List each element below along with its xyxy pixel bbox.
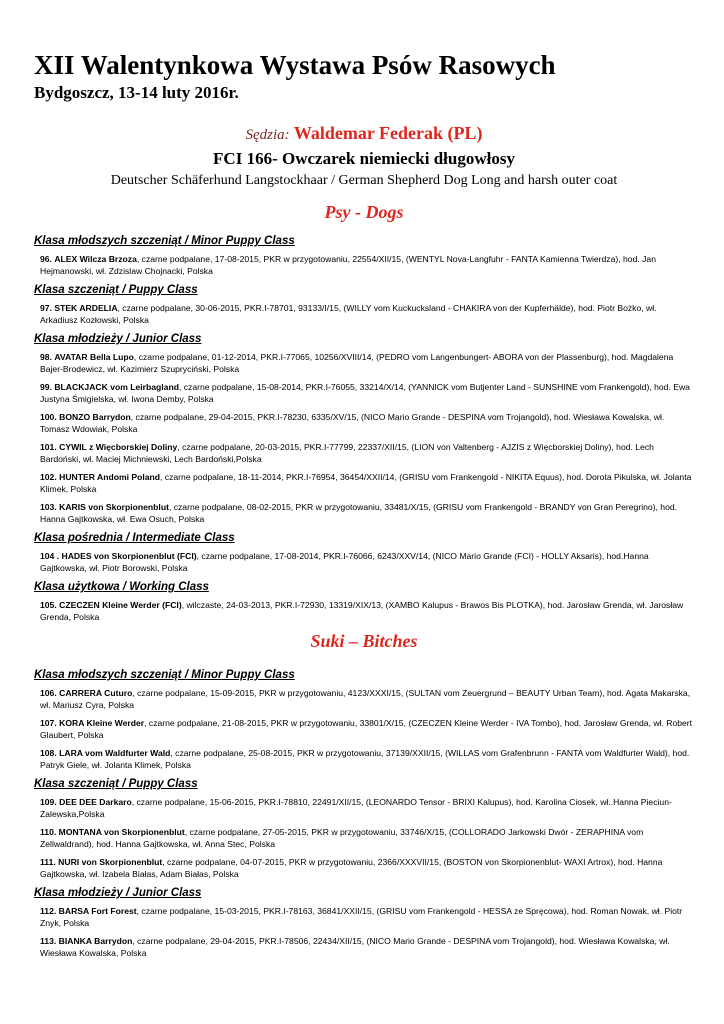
class-heading: Klasa szczeniąt / Puppy Class bbox=[34, 284, 198, 296]
entry-number: 111. bbox=[40, 857, 56, 867]
event-date-location: Bydgoszcz, 13-14 luty 2016r. bbox=[34, 83, 239, 102]
entry-details: , czarne podpalane, 25-08-2015, PKR w przygotowaniu, 37139/XXII/15, (WILLAS vom Grafenbrunn - FANTA vom Waldfurter Wald), hod. Patryk Giele, wł. Jolanta Klimek, Polska bbox=[40, 748, 690, 770]
catalog-entry bbox=[40, 905, 694, 929]
entry-details: , czarne podpalane, 17-08-2014, PKR.I-76066, 6243/XXV/14, (NICO Mario Grande (FCI) - HOLLY Aksaris), hod.Hanna Gajtkowska, wł. Piotr Borowski, Polska bbox=[40, 551, 649, 573]
dog-name: BARSA Fort Forest bbox=[58, 906, 137, 916]
dog-name: BONZO Barrydon bbox=[59, 412, 131, 422]
entry-details: , czarne podpalane, 18-11-2014, PKR.I-76954, 36454/XXII/14, (GRISU vom Frankengold - NIKITA Equus), hod. Dorota Pikulska, wł. Jolanta Klimek, Polska bbox=[40, 472, 692, 494]
dog-name: KORA Kleine Werder bbox=[59, 718, 145, 728]
entry-details: , czarne podpalane, 15-06-2015, PKR.I-78810, 22491/XII/15, (LEONARDO Tensor - BRIXI Kalupus), hod. Karolina Ciosek, wł..Hanna Pieciun-Zalewska,Polska bbox=[40, 797, 672, 819]
entry-number: 109. bbox=[40, 797, 57, 807]
entry-number: 112. bbox=[40, 906, 57, 916]
entry-details: , czarne podpalane, 15-03-2015, PKR.I-78163, 36841/XXII/15, (GRISU vom Frankengold - HESSA ze Spręcowa), hod. Roman Nowak, wł. Piotr Znyk, Polska bbox=[40, 906, 683, 928]
class-heading: Klasa młodszych szczeniąt / Minor Puppy Class bbox=[34, 669, 295, 681]
catalog-entry bbox=[40, 935, 694, 959]
dog-name: HUNTER Andomi Poland bbox=[59, 472, 161, 482]
entry-details: , czarne podpalane, 27-05-2015, PKR w przygotowaniu, 33746/X/15, (COLLORADO Jarkowski Dwór - ZERAPHINA vom Zellwaldrand), hod. Hanna Gajtkowska, wł. Anna Stec, Polska bbox=[40, 827, 644, 849]
catalog-entry bbox=[40, 501, 694, 525]
entry-number: 104 bbox=[40, 551, 55, 561]
dog-name: CARRERA Cuturo bbox=[59, 688, 133, 698]
entry-number: 105. bbox=[40, 600, 57, 610]
entry-number: 110. bbox=[40, 827, 57, 837]
entry-details: , czarne podpalane, 01-12-2014, PKR.I-77065, 10256/XVIII/14, (PEDRO vom Langenbungert- ABORA von der Plassenburg), hod. Magdalena Bajer-Brodewicz, wł. Kazimierz Szupryciński, Polska bbox=[40, 352, 674, 374]
entry-details: , czarne podpalane, 08-02-2015, PKR w przygotowaniu, 33481/X/15, (GRISU vom Frankengold - BRANDY von Gran Peregrino), hod. Hanna Gajtkowska, wł. Ewa Osuch, Polska bbox=[40, 502, 678, 524]
dog-name: ALEX Wilcza Brzoza bbox=[54, 254, 137, 264]
entry-details: , czarne podpalane, 29-04-2015, PKR.I-78506, 22434/XII/15, (NICO Mario Grande - DESPINA vom Trojangold), hod. Wiesława Kowalska, wł. Wiesława Kowalska, Polska bbox=[40, 936, 670, 958]
catalog-page bbox=[34, 48, 694, 965]
bitches-section bbox=[34, 668, 694, 959]
dog-name: NURI von Skorpionenblut bbox=[58, 857, 163, 867]
entry-details: , czarne podpalane, 04-07-2015, PKR w przygotowaniu, 2366/XXXVII/15, (BOSTON von Skorpionenblut- WAXI Artrox), hod. Hanna Gajtkowska, wł. Izabela Białas, Adam Białas, Polska bbox=[40, 857, 663, 879]
entry-details: , czarne podpalane, 17-08-2015, PKR w przygotowaniu, 22554/XII/15, (WENTYL Nova-Langfuhr - FANTA Kamienna Twierdza), hod. Jan Hejmanowski, wł. Zdzislaw Chojnacki, Polska bbox=[40, 254, 656, 276]
class-heading: Klasa użytkowa / Working Class bbox=[34, 581, 209, 593]
catalog-entry bbox=[40, 550, 694, 574]
entry-number: 108. bbox=[40, 748, 57, 758]
breed-name-english: Deutscher Schäferhund Langstockhaar / German Shepherd Dog Long and harsh outer coat bbox=[110, 173, 618, 188]
entry-number: 100. bbox=[40, 412, 57, 422]
catalog-entry bbox=[40, 599, 694, 623]
page-title: XII Walentynkowa Wystawa Psów Rasowych bbox=[34, 50, 556, 80]
dog-name: BIANKA Barrydon bbox=[58, 936, 133, 946]
catalog-entry bbox=[40, 687, 694, 711]
entry-details: , czarne podpalane, 15-08-2014, PKR.I-76055, 33214/X/14, (YANNICK vom Butjenter Land - SUNSHINE vom Frankengold), hod. Ewa Justyna Śmigielska, wł. Iwona Demby, Polska bbox=[40, 382, 690, 404]
entry-number: 113. bbox=[40, 936, 57, 946]
dog-name: AVATAR Bella Lupo bbox=[54, 352, 134, 362]
entry-details: , czarne podpalane, 20-03-2015, PKR.I-77799, 22337/XII/15, (LION von Valtenberg - AJZIS z Więcborskiej Doliny), hod. Lech Bardoński, wł. Maciej Michniewski, Lech Bardoński,Polska bbox=[40, 442, 654, 464]
dogs-section bbox=[34, 234, 694, 623]
entry-number: 97. bbox=[40, 303, 52, 313]
entry-number: 96. bbox=[40, 254, 52, 264]
entry-details: , czarne podpalane, 15-09-2015, PKR w przygotowaniu, 4123/XXXI/15, (SULTAN vom Zeuergrund – BEAUTY Urban Team), hod. Agata Makarska, wł. Mariusz Cyra, Polska bbox=[40, 688, 691, 710]
catalog-entry bbox=[40, 253, 694, 277]
catalog-entry bbox=[40, 717, 694, 741]
entry-number: 103. bbox=[40, 502, 57, 512]
catalog-entry bbox=[40, 796, 694, 820]
dog-name: CZECZEN Kleine Werder (FCI) bbox=[59, 600, 182, 610]
dog-name: CYWIL z Więcborskiej Doliny bbox=[59, 442, 178, 452]
breed-name: FCI 166- Owczarek niemiecki długowłosy bbox=[213, 149, 515, 168]
catalog-entry bbox=[40, 441, 694, 465]
judge-name: Waldemar Federak (PL) bbox=[293, 123, 483, 143]
judge-line bbox=[34, 121, 694, 147]
class-heading: Klasa pośrednia / Intermediate Class bbox=[34, 532, 235, 544]
dog-name: STEK ARDELIA bbox=[54, 303, 118, 313]
entry-details: , czarne podpalane, 30-06-2015, PKR.I-78701, 93133/I/15, (WILLY vom Kuckucksland - CHAKIRA von der Kupferhälde), hod. Piotr Bożko, wł. Arkadiusz Kozłowski, Polska bbox=[40, 303, 657, 325]
dog-name: KARIS von Skorpionenblut bbox=[59, 502, 169, 512]
catalog-entry bbox=[40, 411, 694, 435]
catalog-entry bbox=[40, 351, 694, 375]
catalog-entry bbox=[40, 747, 694, 771]
catalog-entry bbox=[40, 826, 694, 850]
entry-number: 106. bbox=[40, 688, 57, 698]
class-heading: Klasa młodzieży / Junior Class bbox=[34, 887, 202, 899]
entry-details: , wilczaste, 24-03-2013, PKR.I-72930, 13319/XIX/13, (XAMBO Kalupus - Brawos Bis PLOTKA), hod. Jarosław Grenda, wł. Jarosław Grenda, Polska bbox=[40, 600, 684, 622]
entry-details: , czarne podpalane, 21-08-2015, PKR w przygotowaniu, 33801/X/15, (CZECZEN Kleine Werder - IVA Tombo), hod. Jarosław Grenda, wł. Robert Glaubert, Polska bbox=[40, 718, 693, 740]
dog-name: MONTANA von Skorpionenblut bbox=[58, 827, 185, 837]
class-heading: Klasa młodszych szczeniąt / Minor Puppy Class bbox=[34, 235, 295, 247]
dog-name: BLACKJACK vom Leirbagland bbox=[54, 382, 179, 392]
catalog-entry bbox=[40, 381, 694, 405]
entry-number: 102. bbox=[40, 472, 57, 482]
entry-number: 101. bbox=[40, 442, 57, 452]
catalog-entry bbox=[40, 856, 694, 880]
dogs-heading: Psy - Dogs bbox=[324, 202, 404, 222]
dog-name: DEE DEE Darkaro bbox=[59, 797, 132, 807]
catalog-entry bbox=[40, 302, 694, 326]
judge-label: Sędzia: bbox=[245, 127, 290, 143]
entry-number: 99. bbox=[40, 382, 52, 392]
bitches-heading: Suki – Bitches bbox=[310, 631, 418, 651]
catalog-entry bbox=[40, 471, 694, 495]
entry-number: 107. bbox=[40, 718, 57, 728]
class-heading: Klasa młodzieży / Junior Class bbox=[34, 333, 202, 345]
class-heading: Klasa szczeniąt / Puppy Class bbox=[34, 778, 198, 790]
dog-name: LARA vom Waldfurter Wald bbox=[59, 748, 171, 758]
dog-name: . HADES von Skorpionenblut (FCI) bbox=[56, 551, 197, 561]
entry-details: , czarne podpalane, 29-04-2015, PKR.I-78230, 6335/XV/15, (NICO Mario Grande - DESPINA vom Trojangold), hod. Wiesława Kowalska, wł. Tomasz Wdowiak, Polska bbox=[40, 412, 665, 434]
entry-number: 98. bbox=[40, 352, 52, 362]
